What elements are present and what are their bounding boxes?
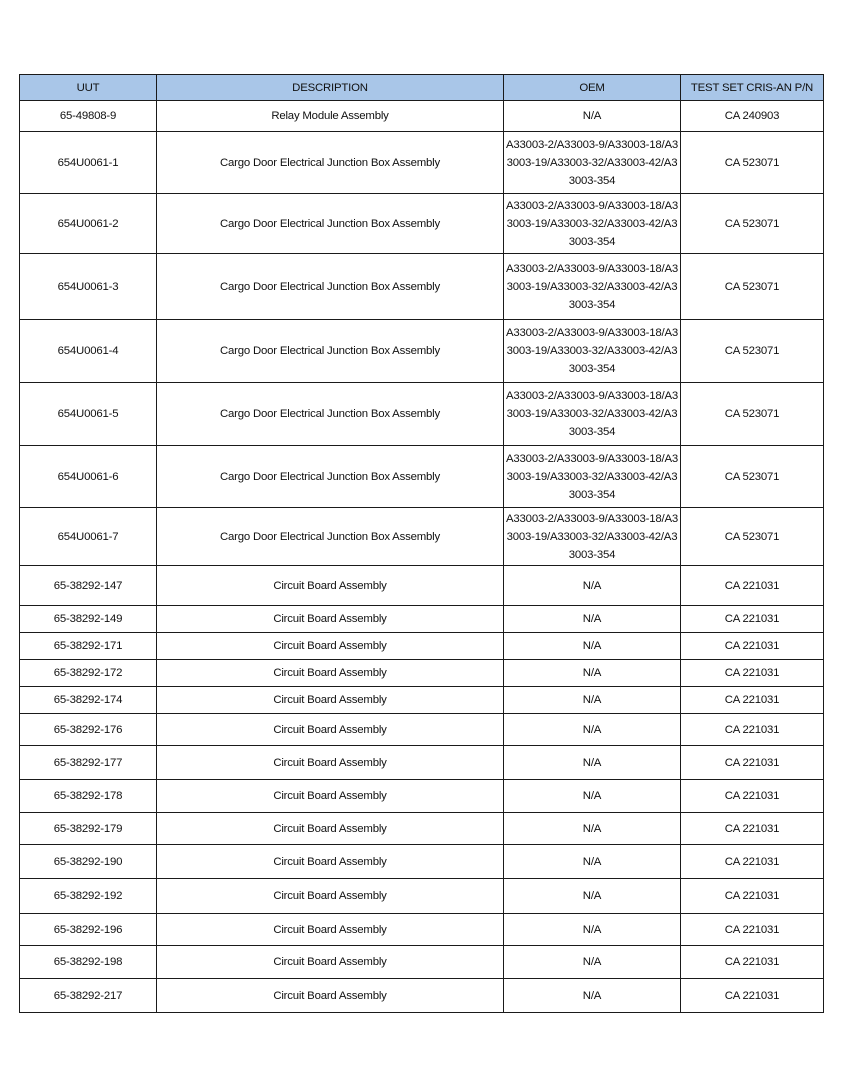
cell-oem: A33003-2/A33003-9/A33003-18/A33003-19/A33003-32/A33003-42/A33003-354: [504, 132, 681, 194]
cell-oem: A33003-2/A33003-9/A33003-18/A33003-19/A33003-32/A33003-42/A33003-354: [504, 194, 681, 254]
cell-test-set-pn: CA 523071: [681, 383, 824, 446]
table-row: [20, 714, 824, 746]
cell-oem: N/A: [504, 633, 681, 660]
cell-test-set-pn: CA 523071: [681, 132, 824, 194]
table-row: [20, 813, 824, 845]
cell-uut: 65-38292-171: [20, 633, 157, 660]
cell-test-set-pn: CA 221031: [681, 914, 824, 946]
cell-uut: 65-38292-149: [20, 606, 157, 633]
cell-test-set-pn: CA 221031: [681, 946, 824, 979]
cell-oem: A33003-2/A33003-9/A33003-18/A33003-19/A33003-32/A33003-42/A33003-354: [504, 320, 681, 383]
cell-test-set-pn: CA 523071: [681, 508, 824, 566]
cell-oem: N/A: [504, 914, 681, 946]
table-row: [20, 320, 824, 383]
cell-test-set-pn: CA 221031: [681, 780, 824, 813]
table-row: [20, 606, 824, 633]
table-row: [20, 914, 824, 946]
table-body: [20, 101, 824, 1013]
table-row: [20, 879, 824, 914]
cell-description: Circuit Board Assembly: [157, 606, 504, 633]
cell-uut: 65-38292-177: [20, 746, 157, 780]
table-row: [20, 979, 824, 1013]
cell-uut: 65-38292-178: [20, 780, 157, 813]
table-row: [20, 566, 824, 606]
cell-oem: N/A: [504, 714, 681, 746]
table-row: [20, 660, 824, 687]
cell-description: Circuit Board Assembly: [157, 845, 504, 879]
table-row: [20, 101, 824, 132]
cell-oem: N/A: [504, 687, 681, 714]
table-row: [20, 746, 824, 780]
cell-description: Relay Module Assembly: [157, 101, 504, 132]
table-row: [20, 687, 824, 714]
table-row: [20, 446, 824, 508]
cell-description: Circuit Board Assembly: [157, 633, 504, 660]
table-row: [20, 845, 824, 879]
cell-uut: 65-38292-176: [20, 714, 157, 746]
table-row: [20, 254, 824, 320]
cell-uut: 654U0061-3: [20, 254, 157, 320]
uut-test-set-table: [19, 74, 824, 1013]
header-uut: UUT: [20, 75, 157, 101]
cell-uut: 654U0061-1: [20, 132, 157, 194]
cell-description: Cargo Door Electrical Junction Box Assembly: [157, 508, 504, 566]
cell-description: Cargo Door Electrical Junction Box Assembly: [157, 132, 504, 194]
header-oem: OEM: [504, 75, 681, 101]
cell-oem: N/A: [504, 660, 681, 687]
header-row: [20, 75, 824, 101]
cell-test-set-pn: CA 221031: [681, 566, 824, 606]
cell-uut: 65-38292-174: [20, 687, 157, 714]
cell-uut: 65-38292-190: [20, 845, 157, 879]
cell-test-set-pn: CA 221031: [681, 714, 824, 746]
cell-description: Circuit Board Assembly: [157, 914, 504, 946]
table-row: [20, 383, 824, 446]
cell-test-set-pn: CA 240903: [681, 101, 824, 132]
cell-uut: 65-38292-196: [20, 914, 157, 946]
cell-uut: 654U0061-7: [20, 508, 157, 566]
cell-uut: 654U0061-2: [20, 194, 157, 254]
cell-test-set-pn: CA 221031: [681, 687, 824, 714]
table-header: [20, 75, 824, 101]
header-description: DESCRIPTION: [157, 75, 504, 101]
table-row: [20, 633, 824, 660]
cell-description: Cargo Door Electrical Junction Box Assembly: [157, 383, 504, 446]
cell-test-set-pn: CA 221031: [681, 979, 824, 1013]
cell-uut: 65-38292-147: [20, 566, 157, 606]
cell-uut: 654U0061-6: [20, 446, 157, 508]
cell-test-set-pn: CA 523071: [681, 320, 824, 383]
cell-description: Circuit Board Assembly: [157, 687, 504, 714]
table-row: [20, 132, 824, 194]
cell-description: Circuit Board Assembly: [157, 566, 504, 606]
cell-test-set-pn: CA 523071: [681, 254, 824, 320]
cell-oem: N/A: [504, 979, 681, 1013]
cell-description: Cargo Door Electrical Junction Box Assembly: [157, 446, 504, 508]
cell-test-set-pn: CA 221031: [681, 606, 824, 633]
cell-description: Circuit Board Assembly: [157, 660, 504, 687]
cell-uut: 654U0061-4: [20, 320, 157, 383]
cell-oem: N/A: [504, 946, 681, 979]
cell-uut: 65-38292-217: [20, 979, 157, 1013]
cell-test-set-pn: CA 221031: [681, 660, 824, 687]
cell-oem: A33003-2/A33003-9/A33003-18/A33003-19/A33003-32/A33003-42/A33003-354: [504, 383, 681, 446]
cell-description: Circuit Board Assembly: [157, 979, 504, 1013]
cell-uut: 65-38292-172: [20, 660, 157, 687]
cell-oem: A33003-2/A33003-9/A33003-18/A33003-19/A33003-32/A33003-42/A33003-354: [504, 508, 681, 566]
cell-description: Circuit Board Assembly: [157, 879, 504, 914]
cell-oem: A33003-2/A33003-9/A33003-18/A33003-19/A33003-32/A33003-42/A33003-354: [504, 446, 681, 508]
cell-test-set-pn: CA 221031: [681, 879, 824, 914]
cell-uut: 65-49808-9: [20, 101, 157, 132]
cell-oem: N/A: [504, 813, 681, 845]
cell-description: Circuit Board Assembly: [157, 946, 504, 979]
cell-oem: N/A: [504, 606, 681, 633]
cell-description: Circuit Board Assembly: [157, 714, 504, 746]
cell-description: Cargo Door Electrical Junction Box Assembly: [157, 254, 504, 320]
cell-uut: 65-38292-179: [20, 813, 157, 845]
cell-oem: N/A: [504, 746, 681, 780]
cell-oem: N/A: [504, 566, 681, 606]
cell-test-set-pn: CA 221031: [681, 746, 824, 780]
cell-description: Circuit Board Assembly: [157, 813, 504, 845]
cell-oem: N/A: [504, 780, 681, 813]
table-row: [20, 780, 824, 813]
cell-uut: 654U0061-5: [20, 383, 157, 446]
cell-oem: A33003-2/A33003-9/A33003-18/A33003-19/A33003-32/A33003-42/A33003-354: [504, 254, 681, 320]
cell-test-set-pn: CA 221031: [681, 633, 824, 660]
cell-description: Cargo Door Electrical Junction Box Assembly: [157, 320, 504, 383]
cell-description: Circuit Board Assembly: [157, 746, 504, 780]
cell-uut: 65-38292-198: [20, 946, 157, 979]
cell-oem: N/A: [504, 101, 681, 132]
cell-test-set-pn: CA 523071: [681, 446, 824, 508]
table-row: [20, 194, 824, 254]
cell-uut: 65-38292-192: [20, 879, 157, 914]
table-row: [20, 508, 824, 566]
cell-test-set-pn: CA 523071: [681, 194, 824, 254]
cell-test-set-pn: CA 221031: [681, 845, 824, 879]
cell-description: Cargo Door Electrical Junction Box Assembly: [157, 194, 504, 254]
cell-oem: N/A: [504, 845, 681, 879]
cell-test-set-pn: CA 221031: [681, 813, 824, 845]
cell-oem: N/A: [504, 879, 681, 914]
table-row: [20, 946, 824, 979]
cell-description: Circuit Board Assembly: [157, 780, 504, 813]
header-test-set-pn: TEST SET CRIS-AN P/N: [681, 75, 824, 101]
